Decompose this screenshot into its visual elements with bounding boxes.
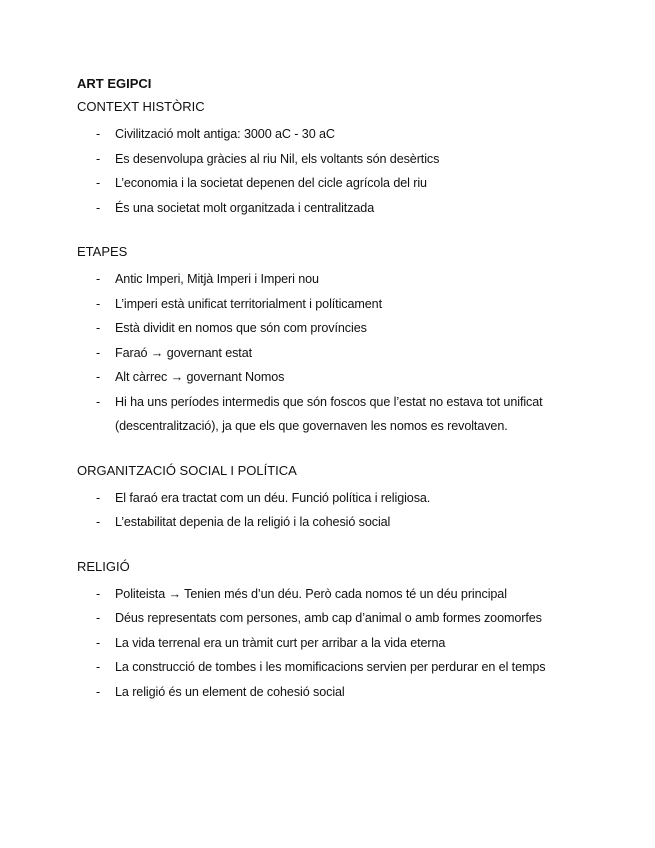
list-item	[77, 510, 597, 535]
list-item-text: L’economia i la societat depenen del cicle agrícola del riu	[115, 176, 427, 190]
list-item-text: La religió és un element de cohesió social	[115, 684, 345, 699]
list-item	[77, 341, 597, 366]
list-item	[77, 292, 597, 317]
list-item-text: Està dividit en nomos que són com províncies	[115, 321, 367, 335]
list-item-text: Hi ha uns períodes intermedis que són foscos que l’estat no estava tot unificat (descentralització), ja que els que governaven les nomos es revoltaven.	[115, 394, 543, 433]
dash-marker: -	[96, 200, 101, 215]
list-item-text: Civilització molt antiga: 3000 aC - 30 aC	[115, 127, 335, 141]
list-item-text: L’estabilitat depenia de la religió i la cohesió social	[115, 515, 391, 529]
list-item-text: La vida terrenal era un tràmit curt per arribar a la vida eterna	[115, 635, 446, 650]
list-item	[77, 655, 597, 680]
dash-marker: -	[96, 586, 101, 601]
dash-marker: -	[96, 321, 101, 335]
list-item	[77, 147, 597, 172]
list-item	[77, 267, 597, 292]
dash-marker: -	[96, 176, 101, 190]
list-item	[77, 196, 597, 221]
section-context-historic	[77, 99, 597, 220]
dash-marker: -	[96, 296, 101, 311]
list-item-text: L’imperi està unificat territorialment i políticament	[115, 296, 382, 311]
list-item-text: Faraó → governant estat	[115, 345, 253, 360]
bullet-list	[77, 486, 597, 535]
document-content	[77, 76, 597, 728]
list-item	[77, 316, 597, 341]
list-item-text: Déus representats com persones, amb cap d’animal o amb formes zoomorfes	[115, 611, 542, 625]
dash-marker: -	[96, 272, 101, 286]
list-item-text: Antic Imperi, Mitjà Imperi i Imperi nou	[115, 272, 319, 286]
dash-marker: -	[96, 660, 101, 674]
list-item	[77, 122, 597, 147]
list-item	[77, 606, 597, 631]
section-organitzacio	[77, 463, 597, 535]
dash-marker: -	[96, 611, 101, 625]
section-heading: ORGANITZACIÓ SOCIAL I POLÍTICA	[77, 462, 297, 478]
bullet-list	[77, 122, 597, 220]
list-item-text: Es desenvolupa gràcies al riu Nil, els voltants són desèrtics	[115, 151, 440, 166]
section-heading: RELIGIÓ	[77, 558, 130, 574]
list-item	[77, 680, 597, 705]
list-item	[77, 486, 597, 511]
section-heading: CONTEXT HISTÒRIC	[77, 99, 205, 114]
dash-marker: -	[96, 127, 101, 141]
list-item-text: Politeista → Tenien més d’un déu. Però cada nomos té un déu principal	[115, 586, 507, 601]
dash-marker: -	[96, 684, 101, 699]
list-item-text: Alt càrrec → governant Nomos	[115, 370, 285, 384]
list-item	[77, 582, 597, 607]
dash-marker: -	[96, 345, 101, 360]
section-religio	[77, 559, 597, 705]
dash-marker: -	[96, 370, 101, 384]
dash-marker: -	[96, 151, 101, 166]
list-item	[77, 365, 597, 390]
dash-marker: -	[96, 515, 101, 529]
list-item-text: És una societat molt organitzada i centralitzada	[115, 200, 375, 215]
dash-marker: -	[96, 490, 101, 505]
dash-marker: -	[96, 635, 101, 650]
document-title: ART EGIPCI	[77, 76, 152, 91]
list-item-text: El faraó era tractat com un déu. Funció política i religiosa.	[115, 490, 431, 505]
list-item	[77, 171, 597, 196]
dash-marker: -	[96, 394, 101, 409]
section-heading: ETAPES	[77, 244, 128, 259]
list-item	[77, 631, 597, 656]
bullet-list	[77, 267, 597, 439]
list-item-text: La construcció de tombes i les momificacions servien per perdurar en el temps	[115, 660, 546, 674]
bullet-list	[77, 582, 597, 705]
section-etapes	[77, 244, 597, 439]
list-item	[77, 390, 597, 439]
